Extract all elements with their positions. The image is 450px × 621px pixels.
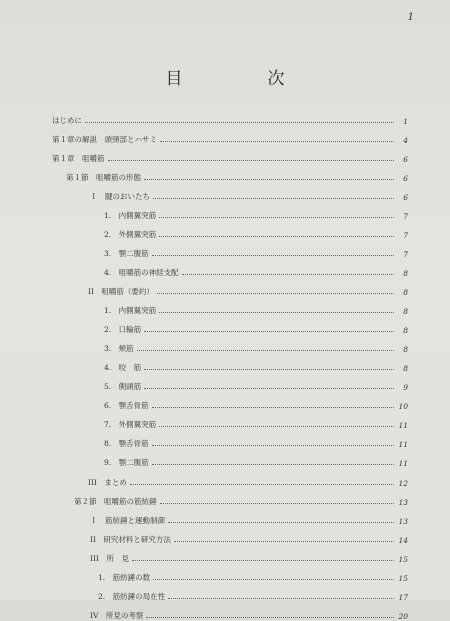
toc-entry-label: 4. 咀嚼筋の神経支配 — [104, 268, 179, 277]
toc-entry — [90, 552, 408, 564]
dot-leader — [144, 369, 394, 370]
toc-entry — [66, 171, 408, 183]
toc-entry-label: III まとめ — [88, 478, 127, 487]
toc-entry-page: 12 — [398, 479, 408, 488]
toc-entry — [52, 114, 408, 126]
page-number: 1 — [407, 12, 414, 23]
dot-leader — [157, 293, 394, 294]
dot-leader — [152, 255, 394, 256]
toc-entry-page: 9 — [403, 383, 408, 392]
toc-entry — [90, 190, 408, 202]
toc-entry-page: 1 — [403, 117, 408, 126]
toc-entry-label: Ｉ 筋紡錘と運動制御 — [90, 516, 165, 525]
toc-entry-page: 7 — [403, 250, 408, 259]
toc-entry — [104, 342, 408, 354]
toc-entry — [104, 380, 408, 392]
toc-entry — [104, 247, 408, 259]
dot-leader — [174, 541, 394, 542]
toc-entry — [90, 514, 408, 526]
toc-entry-page: 8 — [403, 269, 408, 278]
toc-entry-page: 6 — [403, 155, 408, 164]
toc-entry-label: 第２節 咀嚼筋の筋紡錘 — [74, 497, 157, 506]
toc-entry-label: Ｉ 腱のおいたち — [90, 192, 150, 201]
toc-entry-page: 8 — [403, 364, 408, 373]
toc-entry-page: 11 — [398, 421, 408, 430]
toc-entry-page: 15 — [398, 555, 408, 564]
toc-entry-page: 20 — [398, 612, 408, 621]
dot-leader — [108, 160, 395, 161]
dot-leader — [168, 522, 394, 523]
toc-entry-label: 8. 顎舌骨筋 — [104, 439, 149, 448]
toc-entry — [104, 304, 408, 316]
dot-leader — [146, 617, 394, 618]
toc-entry — [104, 418, 408, 430]
dot-leader — [159, 217, 394, 218]
toc-entry-page: 13 — [398, 517, 408, 526]
dot-leader — [159, 312, 394, 313]
toc-entry-page: 11 — [398, 459, 408, 468]
toc-entry-label: II 咀嚼筋（要約） — [88, 287, 154, 296]
dot-leader — [132, 560, 394, 561]
toc-entry-label: 2. 外側翼突筋 — [104, 230, 157, 239]
toc-entry-page: 6 — [403, 174, 408, 183]
toc-entry-page: 17 — [398, 593, 408, 602]
toc-entry-page: 8 — [403, 288, 408, 297]
dot-leader — [137, 350, 394, 351]
toc-entry-page: 8 — [403, 326, 408, 335]
toc-entry — [104, 323, 408, 335]
toc-entry-label: 9. 顎二腹筋 — [104, 458, 149, 467]
toc-entry-page: 8 — [403, 307, 408, 316]
dot-leader — [130, 484, 394, 485]
toc-entry-page: 11 — [398, 440, 408, 449]
toc-entry — [104, 456, 408, 468]
dot-leader — [144, 388, 394, 389]
toc-entry-label: 3. 顎二腹筋 — [104, 249, 149, 258]
toc-entry — [104, 209, 408, 221]
toc-entry — [104, 399, 408, 411]
dot-leader — [153, 579, 394, 580]
toc-entry-label: 7. 外側翼突筋 — [104, 420, 157, 429]
toc-entry — [52, 152, 408, 164]
toc-title: 目 次 — [165, 69, 319, 89]
toc-entry — [90, 609, 408, 621]
toc-entry-label: 4. 咬 筋 — [104, 363, 142, 372]
toc-entry — [74, 495, 408, 507]
toc-entry-label: 2. 口輪筋 — [104, 325, 142, 334]
toc-entry-label: 第１節 咀嚼筋の形態 — [66, 173, 141, 182]
toc-entry-label: 1. 筋紡錘の数 — [98, 573, 151, 582]
dot-leader — [85, 122, 394, 123]
toc-entry-page: 14 — [398, 536, 408, 545]
dot-leader — [153, 198, 394, 199]
dot-leader — [152, 407, 394, 408]
toc-entry-label: 1. 内側翼突筋 — [104, 306, 157, 315]
toc-entry-page: 7 — [403, 231, 408, 240]
toc-entry-page: 8 — [403, 345, 408, 354]
toc-entry — [104, 437, 408, 449]
dot-leader — [182, 274, 394, 275]
toc-entry-label: 2. 筋紡錘の局在性 — [98, 592, 166, 601]
dot-leader — [152, 445, 394, 446]
toc-entry-label: 6. 顎舌骨筋 — [104, 401, 149, 410]
toc-entry-label: 5. 側頭筋 — [104, 382, 142, 391]
toc-entry-page: 15 — [398, 574, 408, 583]
toc-entry — [98, 571, 408, 583]
toc-entry-label: はじめに — [52, 116, 82, 125]
dot-leader — [144, 331, 394, 332]
toc-entry — [88, 476, 408, 488]
toc-entry-label: 第１章の解説 頭頸部とハサミ — [52, 135, 157, 144]
toc-entry-label: IV 所見の考察 — [90, 611, 144, 620]
dot-leader — [160, 503, 395, 504]
toc-entry — [88, 285, 408, 297]
toc-entry — [104, 228, 408, 240]
toc-entry-page: 7 — [403, 212, 408, 221]
toc-entry — [90, 533, 408, 545]
toc-entry-label: II 研究材料と研究方法 — [90, 535, 171, 544]
toc-entry-page: 6 — [403, 193, 408, 202]
dot-leader — [168, 598, 394, 599]
toc-entry — [104, 361, 408, 373]
dot-leader — [159, 236, 394, 237]
dot-leader — [144, 179, 394, 180]
dot-leader — [159, 426, 394, 427]
toc-entry-page: 10 — [398, 402, 408, 411]
toc-entry-label: 3. 頬筋 — [104, 344, 134, 353]
toc-entry — [52, 133, 408, 145]
toc-entry — [104, 266, 408, 278]
toc-entry-label: 1. 内側翼突筋 — [104, 211, 157, 220]
toc-entry-page: 13 — [398, 498, 408, 507]
toc-entry-label: 第１章 咀嚼筋 — [52, 154, 105, 163]
toc-entry-page: 4 — [403, 136, 408, 145]
dot-leader — [160, 141, 394, 142]
dot-leader — [152, 464, 394, 465]
toc-entry-label: III 所 見 — [90, 554, 129, 563]
toc-entry — [98, 590, 408, 602]
